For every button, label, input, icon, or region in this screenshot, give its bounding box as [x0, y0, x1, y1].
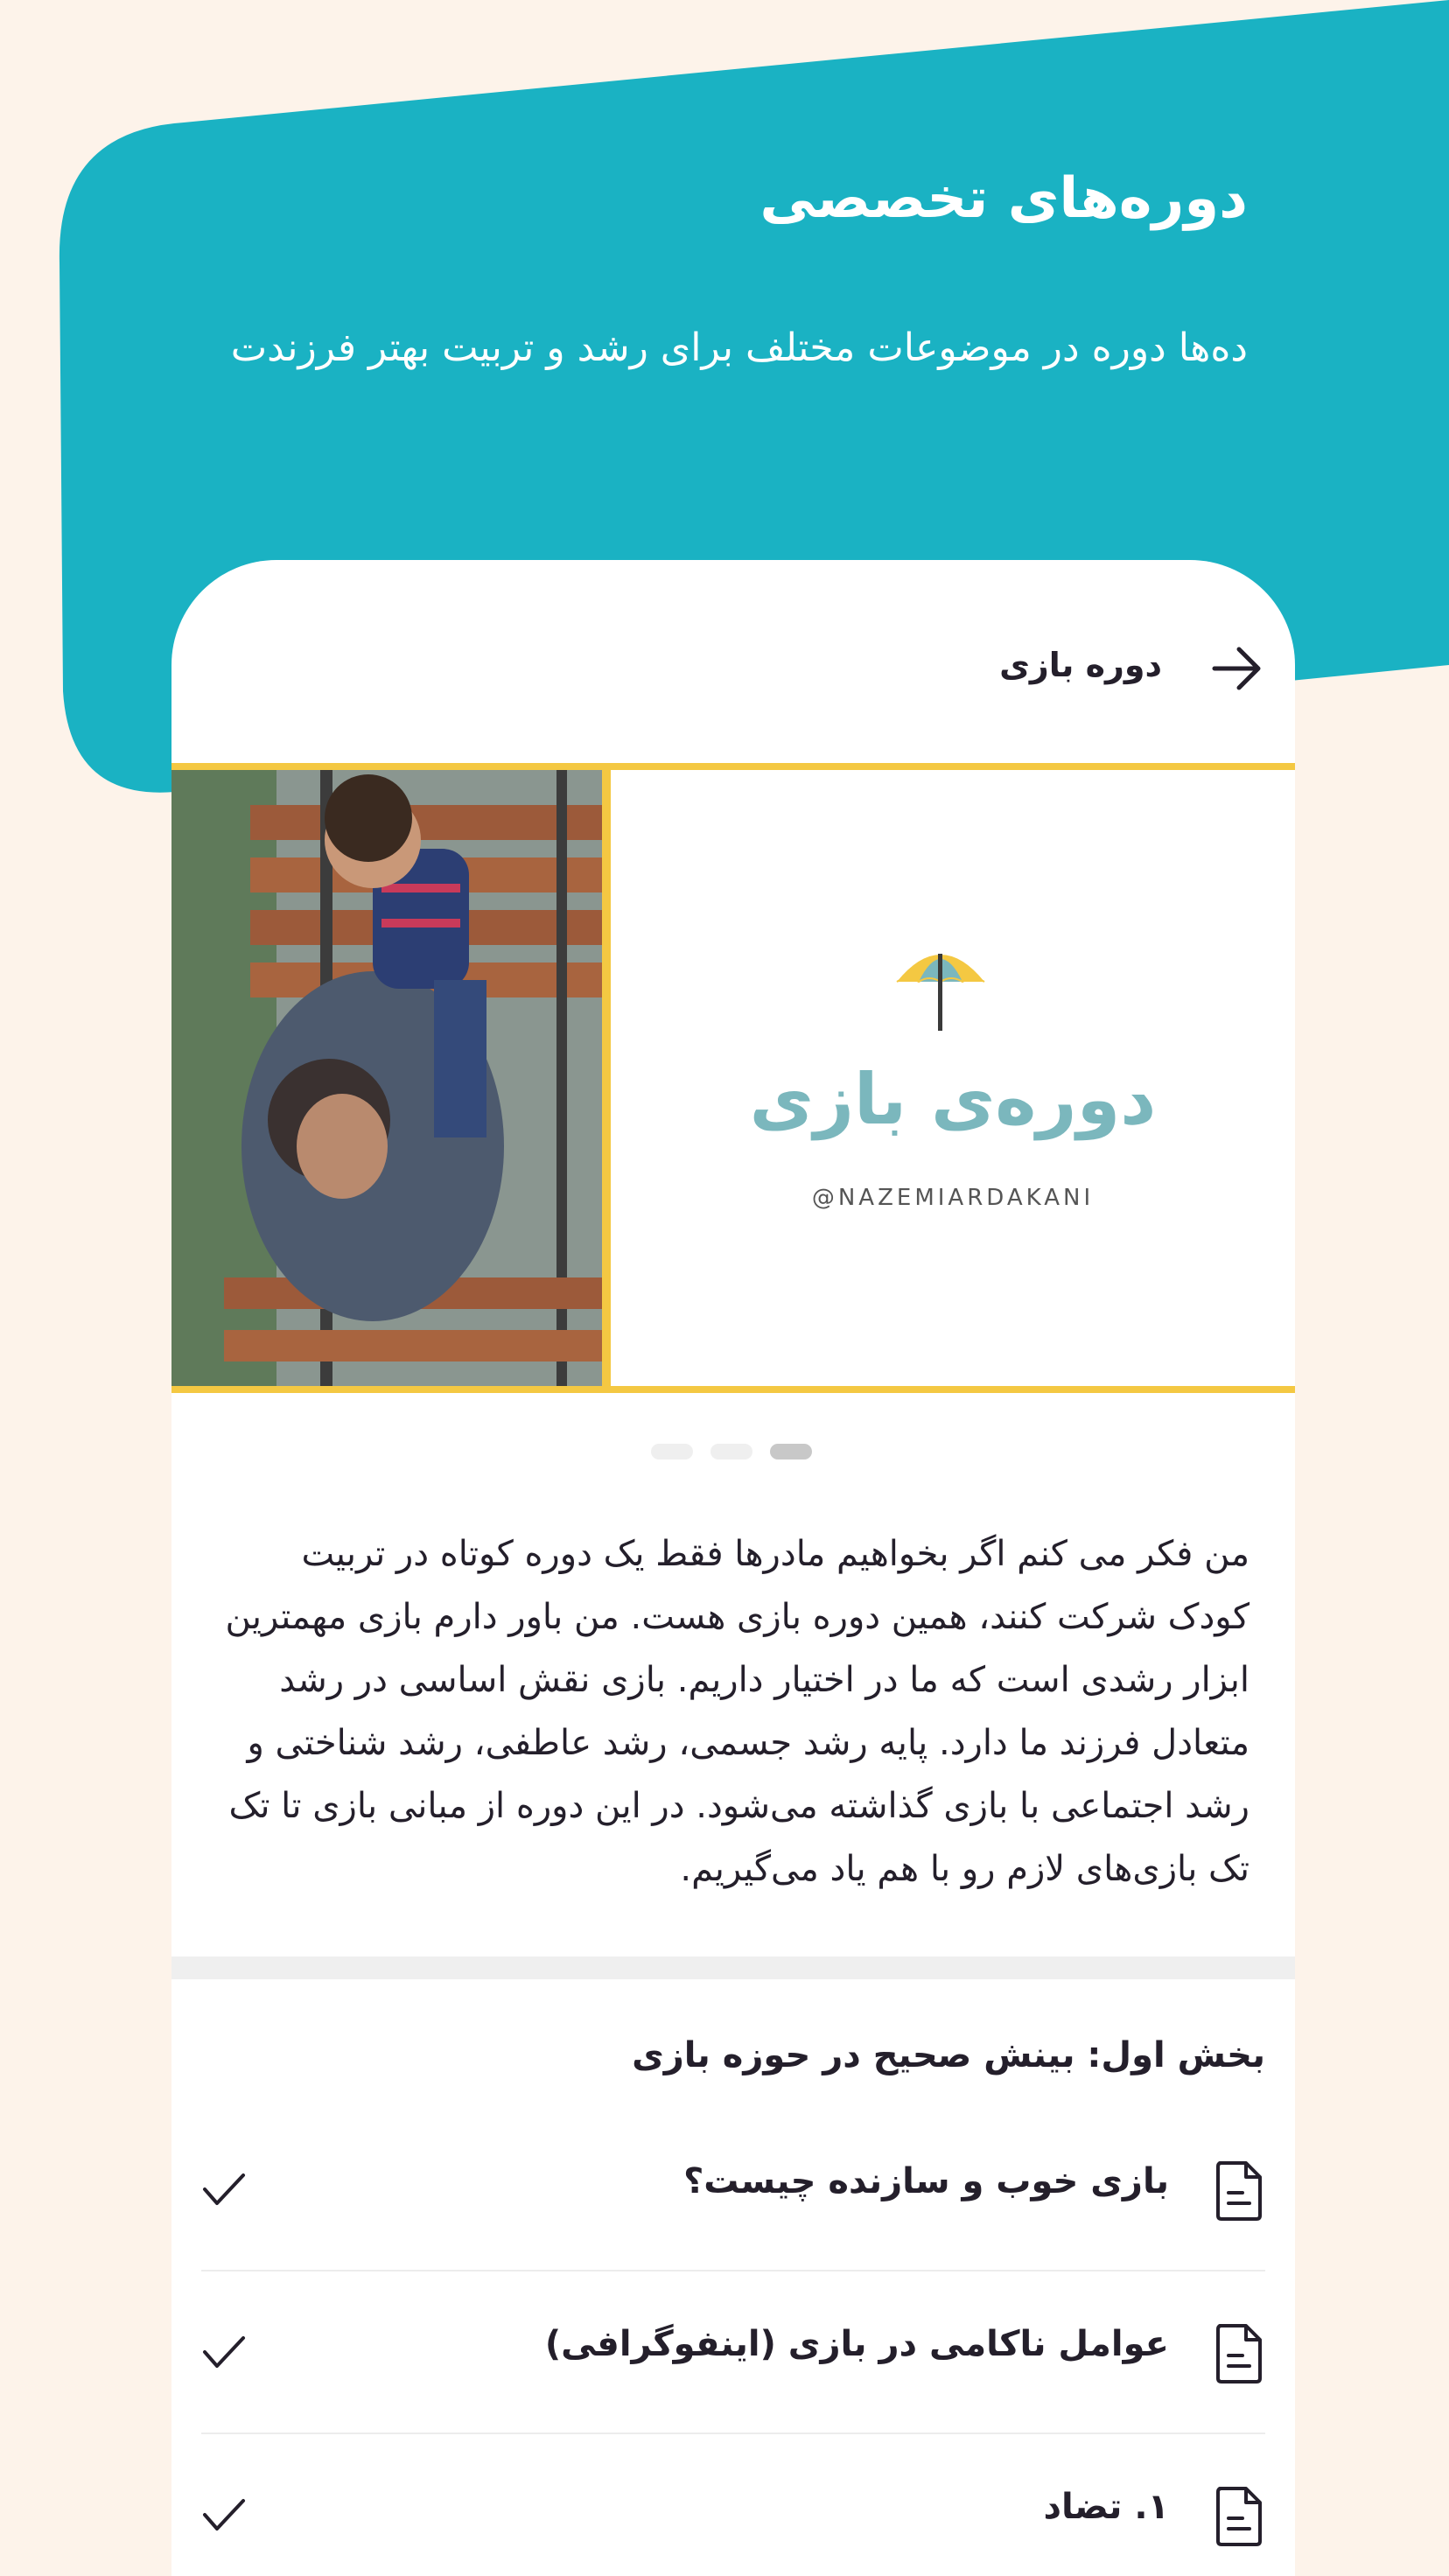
lesson-item[interactable]	[201, 2434, 1265, 2576]
document-icon	[1213, 2322, 1265, 2385]
banner-photo	[172, 770, 602, 1386]
course-title: دوره بازی	[999, 646, 1162, 684]
section-separator	[172, 1956, 1295, 1979]
course-header	[172, 560, 1295, 765]
lesson-label: عوامل ناکامی در بازی (اینفوگرافی)	[544, 2324, 1169, 2364]
check-icon	[201, 2496, 247, 2534]
arrow-right-icon[interactable]	[1211, 646, 1264, 691]
father-child-photo	[172, 770, 602, 1386]
carousel-dot[interactable]	[710, 1444, 752, 1460]
section-title: بخش اول: بینش صحیح در حوزه بازی	[632, 2035, 1265, 2076]
banner-title: دوره‌ی بازی	[749, 1059, 1157, 1140]
document-icon	[1213, 2485, 1265, 2548]
check-icon	[201, 2333, 247, 2371]
course-description: من فکر می کنم اگر بخواهیم مادرها فقط یک دوره کوتاه در تربیت کودک شرکت کنند، همین دوره بازی هست. من باور دارم بازی مهمترین ابزار رشدی است که ما در اختیار داریم. بازی نقش اساسی در رشد متعادل فرزند ما دارد. پایه رشد جسمی، رشد عاطفی، رشد شناختی و رشد اجتماعی با بازی گذاشته می‌شود. در این دوره از مبانی بازی تا تک تک بازی‌های لازم رو با هم یاد می‌گیریم.	[225, 1534, 1250, 1889]
document-icon	[1213, 2160, 1265, 2222]
carousel-dot-active[interactable]	[770, 1444, 812, 1460]
carousel-indicator	[651, 1444, 826, 1460]
lesson-item[interactable]	[201, 2109, 1265, 2272]
lesson-label: ۱. تضاد	[1043, 2487, 1169, 2527]
hero-subtitle: ده‌ها دوره در موضوعات مختلف برای رشد و تربیت بهتر فرزندت	[230, 326, 1248, 370]
course-card	[172, 560, 1295, 2576]
banner-text-panel	[611, 770, 1295, 1386]
umbrella-icon	[892, 936, 989, 1032]
course-banner[interactable]	[172, 763, 1295, 1393]
banner-divider	[602, 770, 611, 1386]
carousel-dot[interactable]	[651, 1444, 693, 1460]
banner-handle: @NAZEMIARDAKANI	[811, 1185, 1095, 1211]
check-icon	[201, 2170, 247, 2208]
lesson-label: بازی خوب و سازنده چیست؟	[683, 2161, 1169, 2202]
lesson-item[interactable]	[201, 2272, 1265, 2434]
hero-title: دوره‌های تخصصی	[760, 166, 1248, 231]
